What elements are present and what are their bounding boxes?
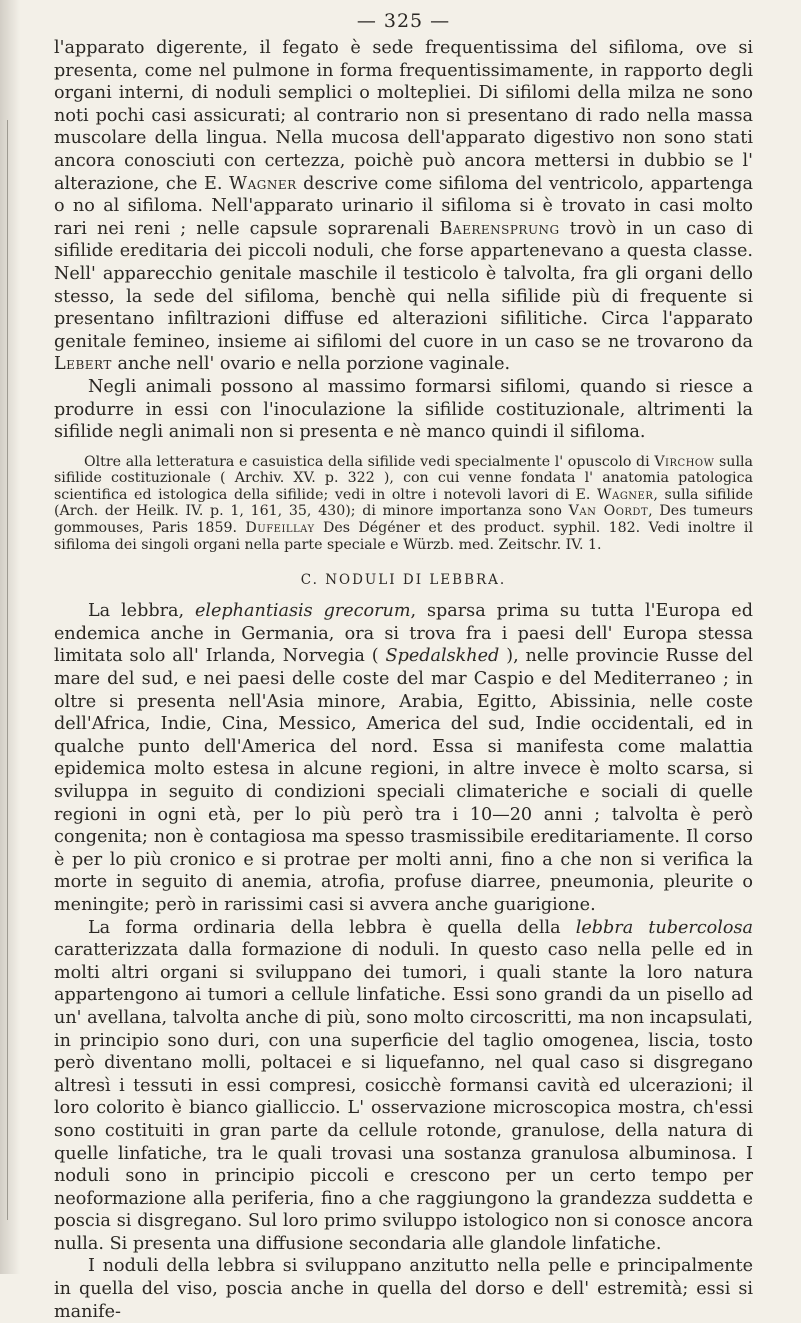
author-baerensprung: Baerensprung: [439, 218, 560, 239]
term-spedalskhed: Spedalskhed: [385, 646, 500, 667]
author-van-oordt: Van Oordt: [568, 503, 649, 520]
section-heading: C. NODULI DI LEBBRA.: [300, 572, 507, 589]
author-virchow: Virchow: [654, 453, 715, 470]
author-lebert: Lebert: [54, 354, 112, 375]
author-dufeillay: Dufeillay: [245, 520, 315, 537]
author-wagner: Wagner: [229, 173, 297, 194]
paragraph-animals: Negli animali possono al massimo formarsi sifilomi, quando si riesce a produrre in essi con l'inoculazione la sifilide costituzionale, altrimenti la sifilide negli animali non si presenta e nè manco quindi il sifiloma.: [54, 376, 753, 443]
page-number: — 325 —: [356, 10, 451, 32]
paragraph-noduli: I noduli della lebbra si sviluppano anzitutto nella pelle e principalmente in quella del viso, poscia anche in quella del dorso e dell' estremità; essi si manife-: [54, 1256, 753, 1322]
binding-edge: [7, 120, 8, 1220]
term-elephantiasis: elephantiasis grecorum: [194, 601, 411, 622]
paragraph-lebbra-intro: La lebbra, elephantiasis grecorum, sparsa prima su tutta l'Europa ed endemica anche in Germania, ora si trova fra i paesi dell' Europa stessa limitata solo all' Irlanda, Norvegia ( Spedalskhed ), nelle provincie Russe del mare del sud, e nei paesi delle coste del mar Caspio e del Mediterraneo ; in oltre si presenta nell'Asia minore, Arabia, Egitto, Abissinia, nelle coste dell'Africa, Indie, Cina, Messico, America del sud, Indie occidentali, ed in qualche punto dell'America del nord. Essa si manifesta come malattia epidemica molto estesa in alcune regioni, in altre invece è molto scarsa, si sviluppa in seguito di condizioni speciali climateriche e sociali di quelle regioni in ogni età, per lo più però tra i 10—20 anni ; talvolta è però congenita; non è contagiosa ma spesso trasmissibile ereditariamente. Il corso è per lo più cronico e si protrae per molti anni, fino a che non si verifica la morte in seguito di anemia, atrofia, profuse diarree, pneumonia, pleurite o meningite; però in rarissimi casi si avvera anche guarigione.: [54, 601, 753, 915]
paragraph-sifiloma-organs: l'apparato digerente, il fegato è sede frequentissima del sifiloma, ove si presenta, come nel pulmone in forma frequentissimamente, in rapporto degli organi interni, di noduli semplici o moltepliei. Di sifilomi della milza ne sono noti pochi casi assicurati; al contrario non si presentano di rado nella massa muscolare della lingua. Nella mucosa dell'apparato digestivo non sono stati ancora conosciuti con certezza, poichè può ancora mettersi in dubbio se l' alterazione, che E. Wagner descrive come sifiloma del ventricolo, appartenga o no al sifiloma. Nell'apparato urinario il sifiloma si è trovato in casi molto rari nei reni ; nelle capsule soprarenali Baerensprung trovò in un caso di sifilide ereditaria dei piccoli noduli, che forse appartenevano a questa classe. Nell' apparecchio genitale maschile il testicolo è talvolta, fra gli organi dello stesso, la sede del sifiloma, benchè qui nella sifilide più di frequente si presentano infiltrazioni diffuse ed alterazioni sifilitiche. Circa l'apparato genitale femineo, insieme ai sifilomi del cuore in un caso se ne trovarono da Lebert anche nell' ovario e nella porzione vaginale.: [54, 38, 753, 375]
footnote-literature: Oltre alla letteratura e casuistica della sifilide vedi specialmente l' opuscolo di Virchow sulla sifilide costituzionale ( Archiv. XV. p. 322 ), con cui venne fondata l' anatomia patologica scientifica ed istologica della sifilide; vedi in oltre i notevoli lavori di E. Wagner, sulla sifilide (Arch. der Heilk. IV. p. 1, 161, 35, 430); di minore importanza sono Van Oordt, Des tumeurs gommouses, Paris 1859. Dufeillay Des Dégéner et des product. syphil. 182. Vedi inoltre il sifiloma dei singoli organi nella parte speciale e Würzb. med. Zeitschr. IV. 1.: [54, 453, 753, 553]
term-lebbra-tubercolosa: lebbra tubercolosa: [575, 917, 753, 938]
binding-shadow: [0, 0, 20, 1274]
paragraph-lebbra-tubercolosa: La forma ordinaria della lebbra è quella della lebbra tubercolosa caratterizzata dalla formazione di noduli. In questo caso nella pelle ed in molti altri organi si sviluppano dei tumori, i quali stante la loro natura appartengono ai tumori a cellule linfatiche. Essi sono grandi da un pisello ad un' avellana, talvolta anche di più, sono molto circoscritti, ma non incapsulati, in principio sono duri, con una superficie del taglio omogenea, liscia, tosto però diventano molli, poltacei e si liquefanno, nel qual caso si disgregano altresì i tessuti in essi compresi, cosicchè formansi cavità ed ulcerazioni; il loro colorito è bianco gialliccio. L' osservazione microscopica mostra, ch'essi sono costituiti in gran parte da cellule rotonde, granulose, della natura di quelle linfatiche, tra le quali trovasi una sostanza granulosa albuminosa. I noduli sono in principio piccoli e crescono per un certo tempo per neoformazione alla periferia, fino a che raggiungono la grandezza suddetta e poscia si disgregano. Sul loro primo sviluppo istologico non si conosce ancora nulla. Si presenta una diffusione secondaria alle glandole linfatiche.: [54, 917, 753, 1254]
author-wagner-note: Wagner: [597, 486, 654, 503]
